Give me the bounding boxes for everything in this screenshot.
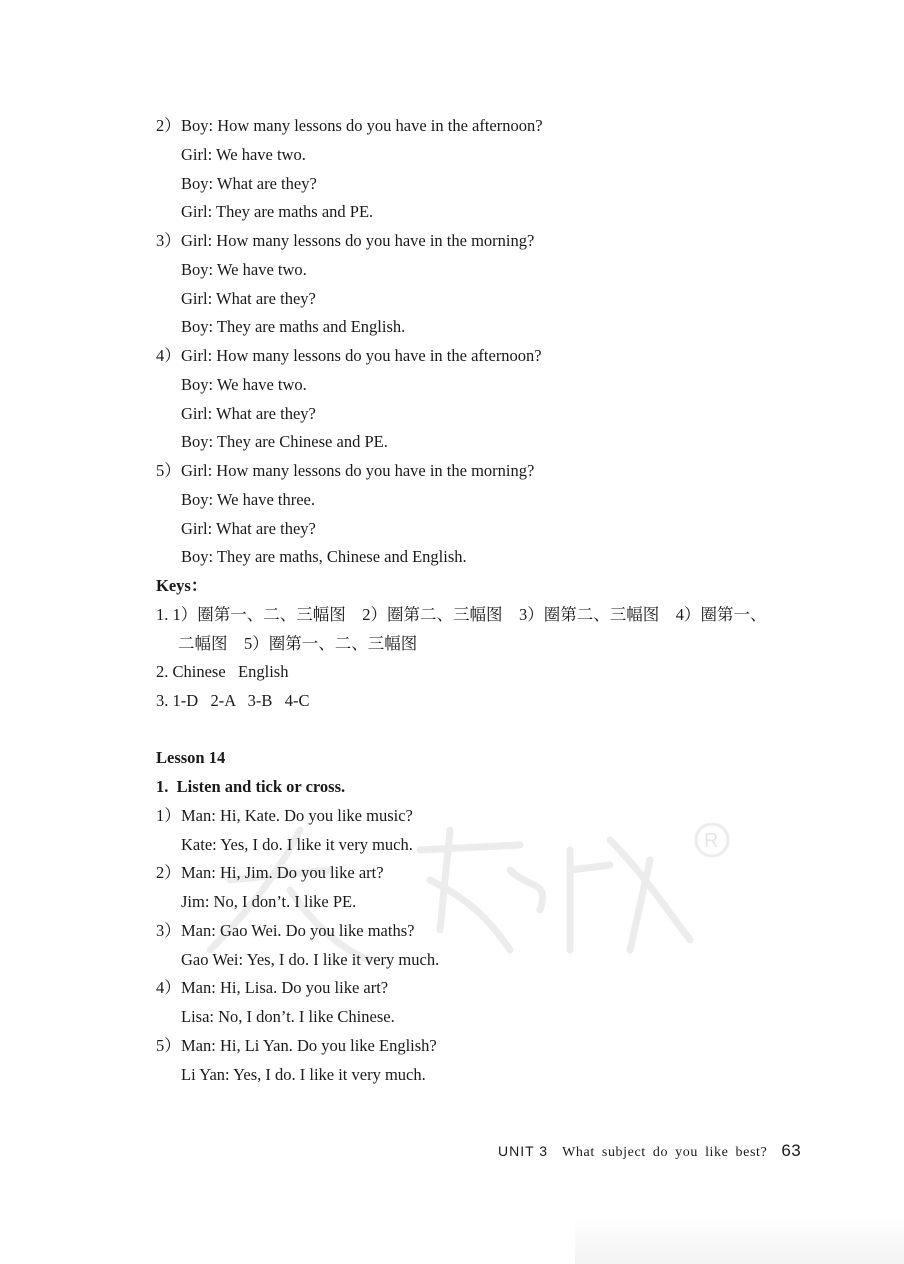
- lesson-title: Lesson 14: [156, 748, 226, 767]
- dialogue-line: Li Yan: Yes, I do. I like it very much.: [181, 1065, 426, 1084]
- dialogue-number: 3）: [156, 231, 181, 250]
- keys-item-1-line-2: 二幅图 5）圈第一、二、三幅图: [178, 634, 418, 653]
- dialogue-line: Girl: What are they?: [181, 289, 316, 308]
- dialogue-line: Lisa: No, I don’t. I like Chinese.: [181, 1007, 395, 1026]
- dialogue-line: Girl: What are they?: [181, 404, 316, 423]
- registered-mark: R: [704, 830, 719, 852]
- keys-item-3: 3. 1-D 2-A 3-B 4-C: [156, 691, 310, 710]
- unit-label: UNIT 3: [498, 1143, 549, 1159]
- dialogue-line: Kate: Yes, I do. I like it very much.: [181, 835, 413, 854]
- keys-item-1-line-1: 1. 1）圈第一、二、三幅图 2）圈第二、三幅图 3）圈第二、三幅图 4）圈第一、: [156, 605, 767, 624]
- dialogue-line: Jim: No, I don’t. I like PE.: [181, 892, 357, 911]
- dialogue-line: Man: Hi, Jim. Do you like art?: [181, 863, 384, 882]
- dialogue-number: 3）: [156, 921, 181, 940]
- dialogue-line: Boy: They are Chinese and PE.: [181, 432, 388, 451]
- dialogue-number: 2）: [156, 863, 181, 882]
- dialogue-line: Boy: They are maths and English.: [181, 317, 406, 336]
- dialogue-number: 5）: [156, 461, 181, 480]
- page-number: 63: [781, 1141, 802, 1160]
- dialogue-line: Boy: We have two.: [181, 375, 307, 394]
- dialogue-line: Boy: They are maths, Chinese and English.: [181, 547, 467, 566]
- dialogue-line: Girl: What are they?: [181, 519, 316, 538]
- dialogue-number: 4）: [156, 978, 181, 997]
- dialogue-line: Man: Gao Wei. Do you like maths?: [181, 921, 415, 940]
- dialogue-line: Man: Hi, Kate. Do you like music?: [181, 806, 413, 825]
- keys-item-2: 2. Chinese English: [156, 662, 289, 681]
- keys-heading: Keys：: [156, 576, 208, 595]
- page-footer: [498, 1141, 801, 1161]
- dialogue-line: Girl: How many lessons do you have in the morning?: [181, 461, 535, 480]
- dialogue-line: Boy: What are they?: [181, 174, 317, 193]
- dialogue-line: Boy: We have two.: [181, 260, 307, 279]
- dialogue-number: 5）: [156, 1036, 181, 1055]
- dialogue-line: Boy: How many lessons do you have in the afternoon?: [181, 116, 543, 135]
- dialogue-number: 2）: [156, 116, 181, 135]
- dialogue-line: Girl: How many lessons do you have in the morning?: [181, 231, 535, 250]
- dialogue-line: Boy: We have three.: [181, 490, 315, 509]
- dialogue-number: 4）: [156, 346, 181, 365]
- dialogue-line: Man: Hi, Lisa. Do you like art?: [181, 978, 389, 997]
- task-heading: 1. Listen and tick or cross.: [156, 777, 346, 796]
- dialogue-line: Gao Wei: Yes, I do. I like it very much.: [181, 950, 440, 969]
- dialogue-line: Girl: They are maths and PE.: [181, 202, 374, 221]
- dialogue-number: 1）: [156, 806, 181, 825]
- dialogue-line: Man: Hi, Li Yan. Do you like English?: [181, 1036, 437, 1055]
- scan-edge-shadow: [575, 1215, 904, 1264]
- dialogue-line: Girl: We have two.: [181, 145, 306, 164]
- unit-subtitle: What subject do you like best?: [562, 1145, 768, 1160]
- dialogue-line: Girl: How many lessons do you have in the afternoon?: [181, 346, 542, 365]
